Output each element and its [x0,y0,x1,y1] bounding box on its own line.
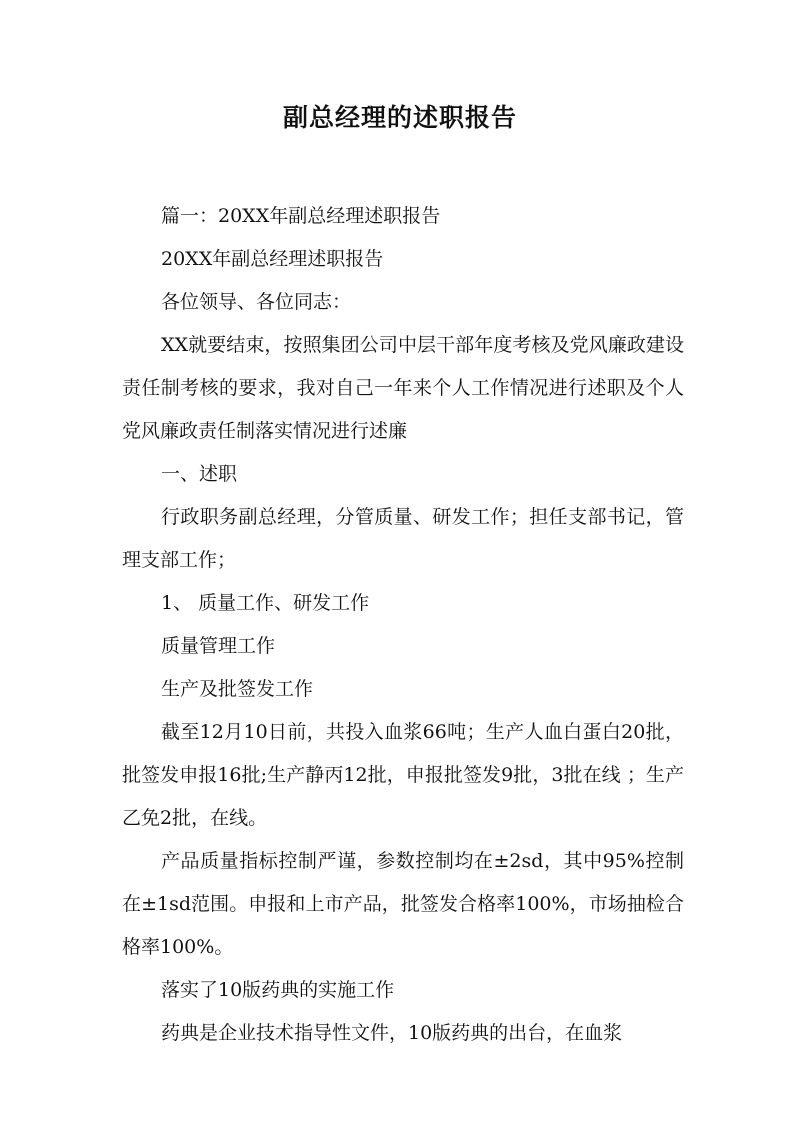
paragraph-production-figures: 截至12月10日前，共投入血浆66吨；生产人血白蛋白20批，批签发申报16批;生产静丙12批，申报批签发9批，3批在线 ；生产乙免2批，在线。 [122,721,684,829]
paragraph-section-heading-report: 一、述职 [161,463,238,485]
paragraph-introduction: XX就要结束，按照集团公司中层干部年度考核及党风廉政建设责任制考核的要求，我对自己一年来个人工作情况进行述职及个人党风廉政责任制落实情况进行述廉 [122,334,684,442]
document-title: 副总经理的述职报告 [282,103,517,132]
paragraph-heading-article-one: 篇一：20XX年副总经理述职报告 [161,205,441,227]
paragraph-duties: 行政职务副总经理，分管质量、研发工作；担任支部书记，管理支部工作； [122,506,684,571]
paragraph-pharmacopoeia-description: 药典是企业技术指导性文件，10版药典的出台，在血浆 [161,1022,623,1044]
paragraph-subsection-quality-rd: 1、 质量工作、研发工作 [161,592,370,614]
paragraph-production-batch-release: 生产及批签发工作 [161,678,314,700]
document-body [122,195,684,1055]
paragraph-report-title: 20XX年副总经理述职报告 [161,248,384,270]
paragraph-salutation: 各位领导、各位同志： [161,291,352,313]
paragraph-pharmacopoeia-implementation: 落实了10版药典的实施工作 [161,979,395,1001]
paragraph-quality-indicators: 产品质量指标控制严谨，参数控制均在±2sd，其中95%控制在±1sd范围。申报和上市产品，批签发合格率100%，市场抽检合格率100%。 [122,850,684,958]
paragraph-quality-management: 质量管理工作 [161,635,276,657]
